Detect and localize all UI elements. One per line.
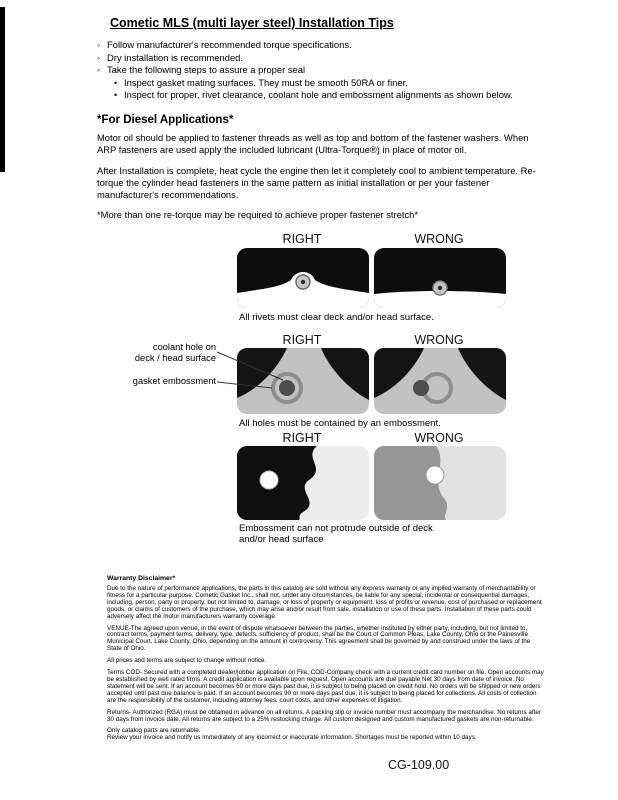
coolant-hole-callout: [118, 342, 216, 364]
main-text-column: [97, 16, 542, 230]
disclaimer-paragraph: Due to the nature of performance applications, the parts in this catalog are sold without any express warranty or any implied warranty of merchantability or fitness for a particular purpose. Cometic Gasket Inc., shall not, under any circumstances, be liable for any special, incidental or consequential damages, including, person, party or property, but not limited to, damage, or loss of property or equipment, loss of profits or revenue, cost of purchased or replacement goods, or claims of customers of the purchase, which may arise and/or result from sale, installation or use of these parts. Installation of these parts could adversely affect the motor manufacturers warranty coverage.: [107, 585, 542, 620]
row1-caption: All rivets must clear deck and/or head surface.: [239, 312, 434, 323]
protrusion-right-diagram: [237, 446, 369, 520]
disclaimer-paragraph: Review your invoice and notify us immediately of any incorrect or inaccurate information. Shortages must be reported within 10 days.: [107, 734, 477, 742]
diesel-applications-heading: *For Diesel Applications*: [97, 113, 234, 126]
retorque-note: *More than one re-torque may be required to achieve proper fastener stretch*: [97, 209, 419, 221]
tip-text: Take the following steps to assure a proper seal: [107, 64, 306, 76]
disclaimer-paragraph: Returns- Authorized (RGA) must be obtained in advance on all returns. A packing slip or invoice number must accompany the merchandise. No returns after 30 days from invoice date. All returns are subject to a 25% restocking charge. All custom designed and custom manufactured gaskets are non-returnable.: [107, 708, 542, 723]
rivet-right-diagram: [237, 248, 369, 308]
rivet-wrong-diagram: [374, 248, 506, 308]
tips-list: [97, 39, 542, 102]
list-item: [97, 64, 542, 77]
callout-text: deck / head surface: [134, 353, 216, 363]
right-label: RIGHT: [282, 431, 322, 445]
diagram-section: [0, 230, 618, 562]
list-item: [97, 39, 542, 52]
open-bullet-icon: [97, 64, 107, 77]
page-title: Cometic MLS (multi layer steel) Installation Tips: [110, 16, 394, 30]
gasket-embossment-callout: gasket embossment: [132, 376, 216, 386]
tip-text: Follow manufacturer's recommended torque specifications.: [107, 39, 352, 50]
tip-text: Inspect gasket mating surfaces. They must be smooth 50RA or finer.: [124, 76, 408, 88]
embossment-right-diagram: [237, 348, 369, 414]
callout-text: coolant hole on: [152, 342, 216, 352]
list-sub-item: [97, 89, 542, 102]
disclaimer-heading: Warranty Disclaimer*: [107, 575, 176, 582]
list-sub-item: [97, 77, 542, 90]
wrong-label: WRONG: [414, 232, 464, 246]
open-bullet-icon: [97, 52, 107, 65]
tip-text: Dry installation is recommended.: [107, 51, 243, 63]
protrusion-wrong-diagram: [374, 446, 506, 520]
list-item: [97, 52, 542, 65]
tip-text: Inspect for proper, rivet clearance, coolant hole and embossment alignments as shown below.: [124, 89, 513, 101]
catalog-page-code: CG-109.00: [388, 758, 450, 772]
disclaimer-paragraph: Only catalog parts are returnable.: [107, 727, 201, 735]
diesel-paragraph: Motor oil should be applied to fastener threads as well as top and bottom of the fastener washers. When ARP fasteners are used apply the included lubricant (Ultra-Torque®) in place of motor oil.: [97, 131, 529, 156]
row2-caption: All holes must be contained by an embossment.: [239, 418, 441, 429]
warranty-disclaimer: [107, 575, 544, 747]
binder-edge-mark: [0, 7, 5, 172]
right-label: RIGHT: [282, 232, 322, 246]
open-bullet-icon: [97, 39, 107, 52]
wrong-label: WRONG: [414, 333, 464, 347]
filled-bullet-icon: [114, 77, 124, 90]
filled-bullet-icon: [114, 89, 124, 102]
disclaimer-paragraph: VENUE-The agreed upon venue, in the event of dispute whatsoever between the parties, whether instituted by either party, including, but not limited to, contract terms, payment terms, delivery, type, defects, sufficiency of product, shall be the Court of Common Pleas, Lake County, Ohio or the Painesville Municipal Court, Lake County, Ohio, depending on the amount in controversy. This agreement shall be governed by and construed under the laws of the State of Ohio.: [107, 624, 531, 653]
embossment-wrong-diagram: [374, 348, 506, 414]
disclaimer-paragraph: All prices and terms are subject to change without notice.: [107, 657, 267, 665]
wrong-label: WRONG: [414, 431, 464, 445]
disclaimer-paragraph: Terms COD- Secured with a completed dealer/jobber application on File, COD-Company check with a current credit card number on file. Open accounts may be established by well rated firms. A credit application is available upon request. Open accounts are due payable Net 30 days from date of invoice. No statement will be sent. If an account becomes 60 or more days past due, it is subject to being placed on credit hold. No orders will be shipped or new orders accepted until past due balance is paid. If an account becomes 90 or more days past due, it is subject to being placed for collections. All costs of collection are the responsibility of the customer, including attorney fees, court costs, and other expenses of litigation.: [107, 669, 544, 704]
diesel-paragraph: After Installation is complete, heat cycle the engine then let it completely cool to ambient temperature. Re-torque the cylinder head fasteners in the same pattern as initial installation or per your fastener manufacturer's recommendations.: [97, 164, 536, 201]
row3-caption: Embossment can not protrude outside of deck and/or head surface: [239, 523, 433, 545]
right-label: RIGHT: [282, 333, 322, 347]
